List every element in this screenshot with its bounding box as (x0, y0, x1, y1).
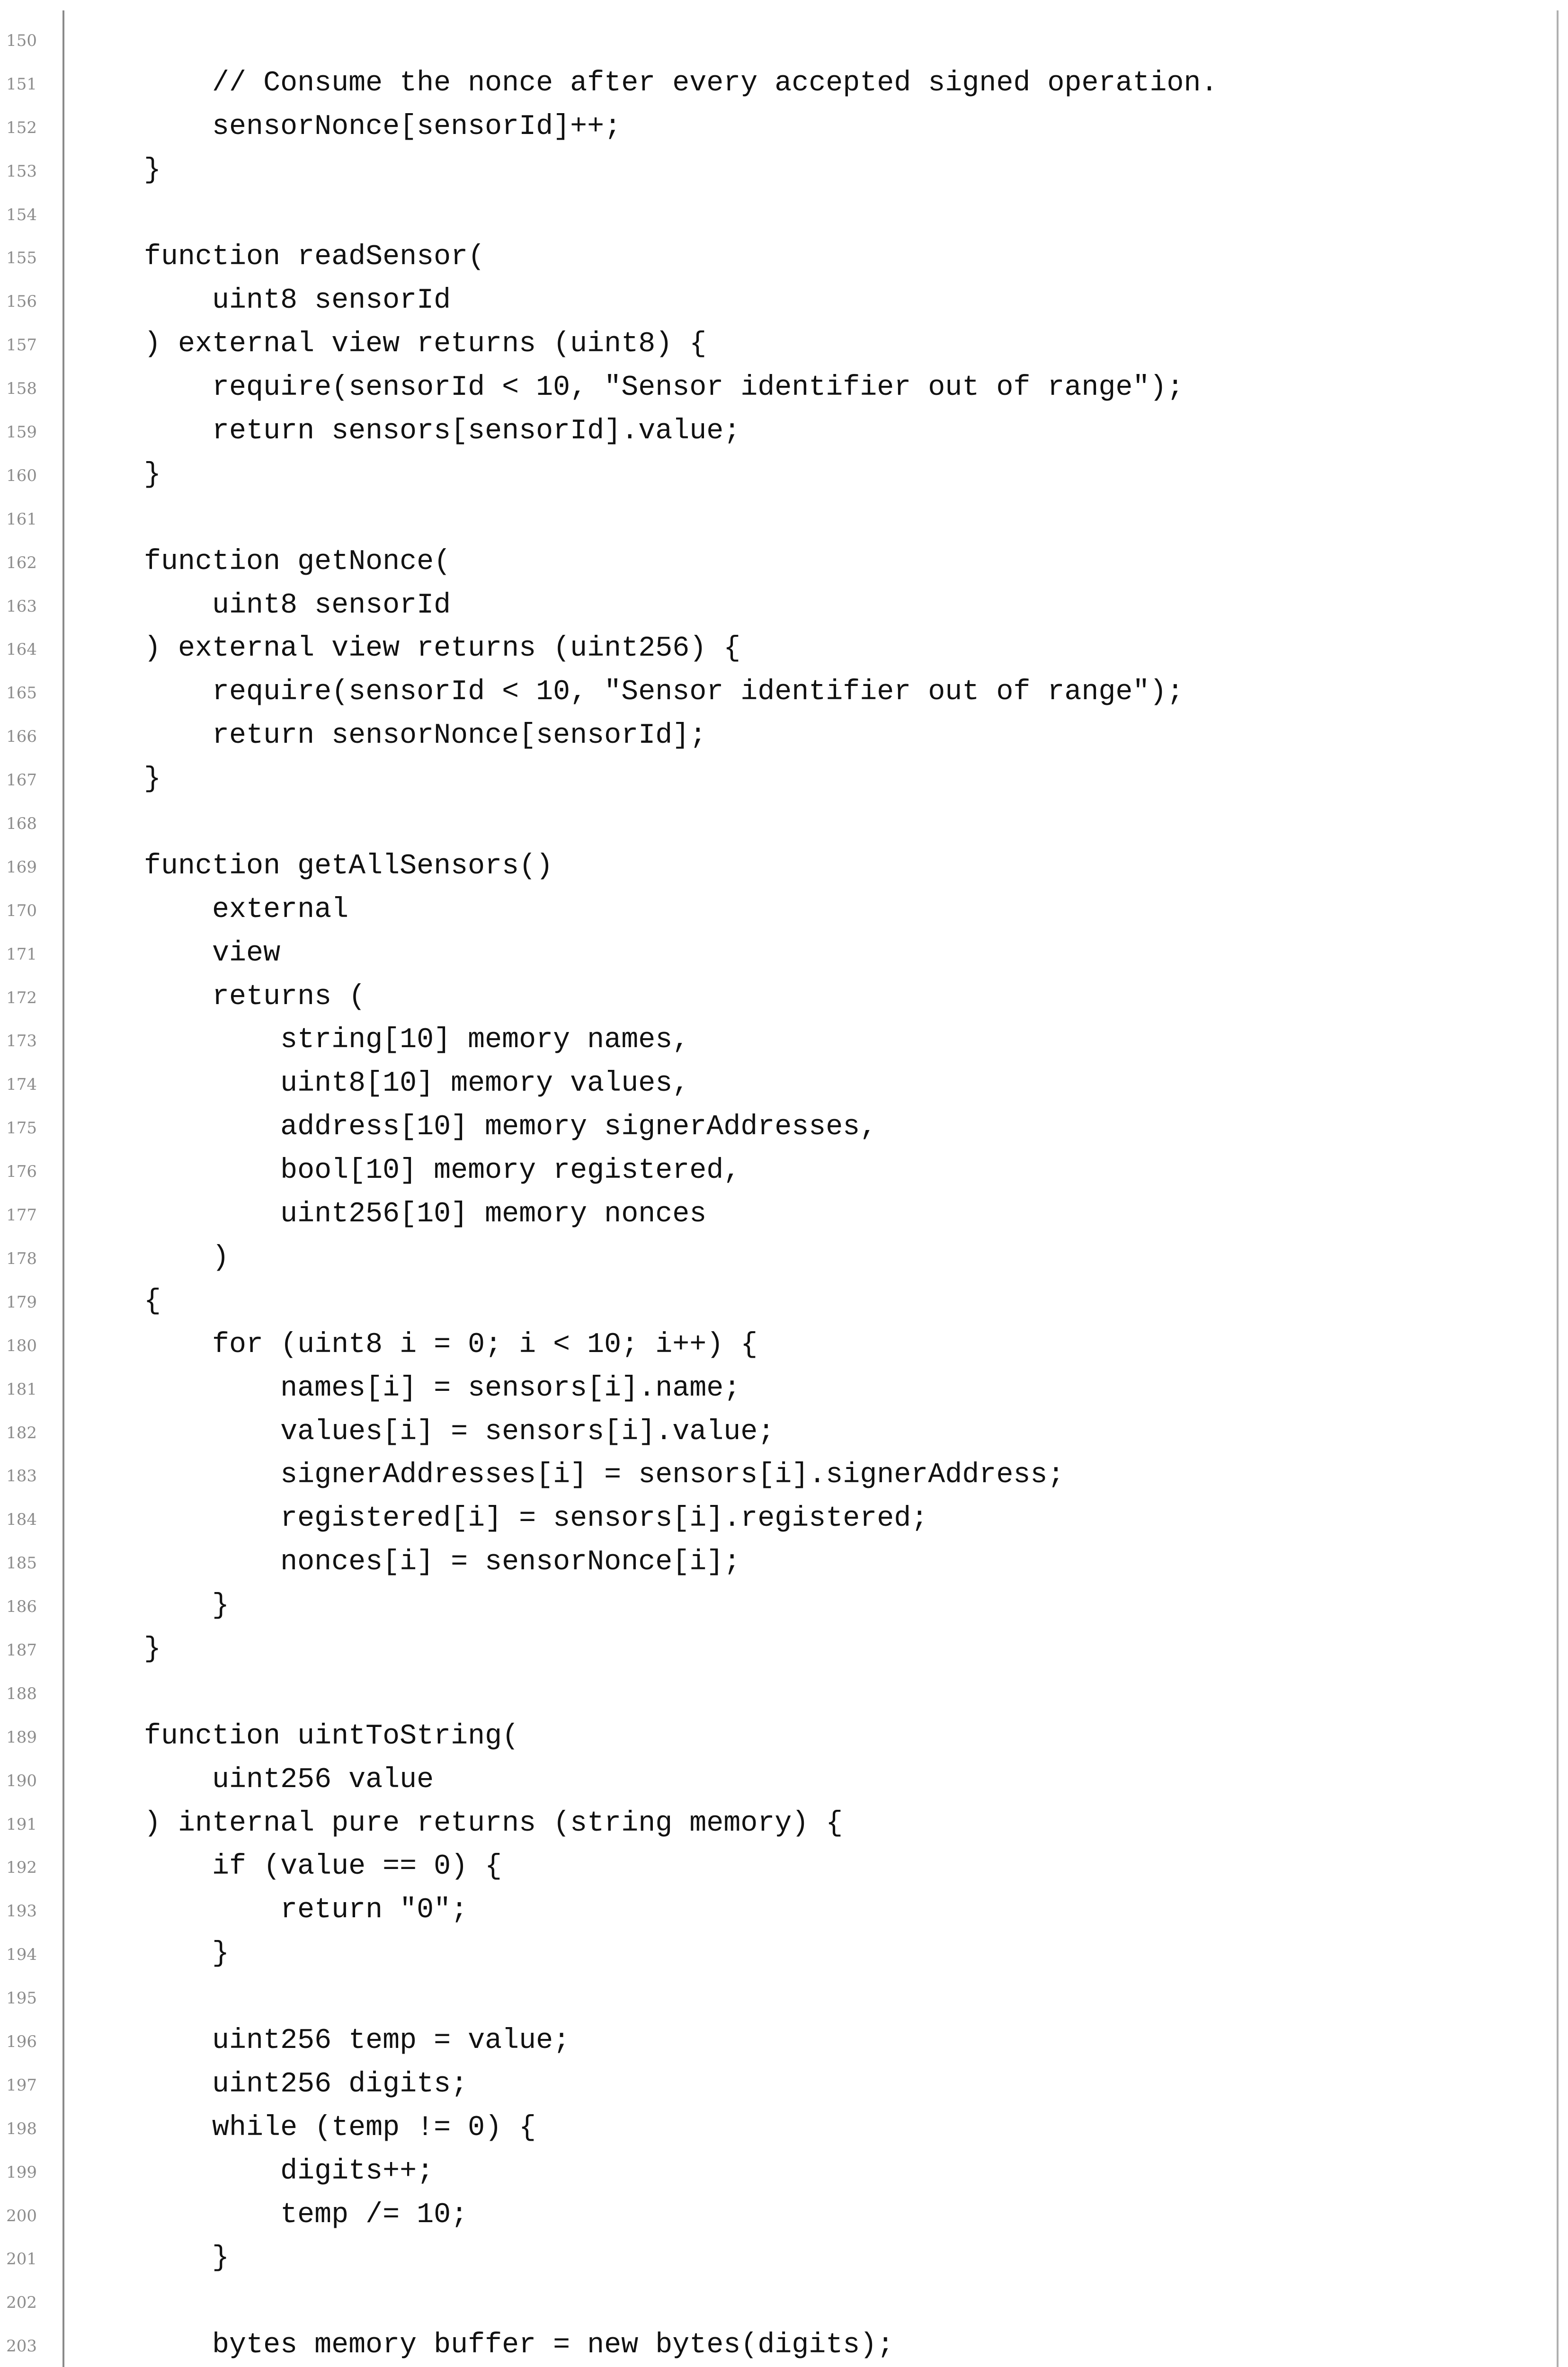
code-line (0, 1932, 1568, 1975)
line-number: 174 (6, 1075, 37, 1095)
code-text: ) (76, 1241, 230, 1274)
code-line (0, 1323, 1568, 1367)
code-line (0, 1149, 1568, 1192)
code-text: ) external view returns (uint8) { (76, 328, 707, 361)
code-text: uint256[10] memory nonces (76, 1198, 707, 1231)
code-text: registered[i] = sensors[i].registered; (76, 1503, 928, 1535)
line-number: 150 (6, 31, 37, 50)
code-line (0, 322, 1568, 366)
code-line (0, 18, 1568, 62)
code-text: } (76, 1590, 230, 1622)
line-number: 175 (6, 1119, 37, 1138)
line-number: 162 (6, 553, 37, 572)
code-text: string[10] memory names, (76, 1024, 690, 1057)
line-number: 170 (6, 901, 37, 920)
code-line (0, 453, 1568, 497)
line-number: 181 (6, 1379, 37, 1399)
code-line (0, 105, 1568, 149)
code-text: uint8 sensorId (76, 589, 451, 622)
code-text: names[i] = sensors[i].name; (76, 1372, 741, 1405)
line-number: 178 (6, 1249, 37, 1268)
line-number: 185 (6, 1554, 37, 1573)
code-line (0, 845, 1568, 888)
code-text: uint8 sensorId (76, 285, 451, 317)
line-number: 152 (6, 118, 37, 137)
code-line (0, 1105, 1568, 1149)
code-line (0, 1062, 1568, 1105)
code-text: for (uint8 i = 0; i < 10; i++) { (76, 1328, 758, 1361)
code-line (0, 888, 1568, 932)
code-line (0, 2323, 1568, 2367)
line-number: 179 (6, 1292, 37, 1312)
line-number: 195 (6, 1989, 37, 2008)
code-line (0, 2106, 1568, 2150)
code-line (0, 1367, 1568, 1410)
code-line (0, 1236, 1568, 1280)
code-text: view (76, 937, 281, 970)
code-text: // Consume the nonce after every accepted signed operation. (76, 67, 1218, 99)
code-text: signerAddresses[i] = sensors[i].signerAddress; (76, 1459, 1065, 1492)
line-number: 189 (6, 1727, 37, 1747)
code-line (0, 1758, 1568, 1802)
code-line (0, 540, 1568, 584)
code-line (0, 2193, 1568, 2237)
code-text: function readSensor( (76, 241, 485, 274)
line-number: 167 (6, 771, 37, 790)
code-text: values[i] = sensors[i].value; (76, 1415, 775, 1448)
line-number: 158 (6, 379, 37, 399)
code-text: } (76, 1633, 161, 1665)
code-line (0, 2150, 1568, 2193)
code-text: uint256 value (76, 1763, 434, 1796)
code-text: return sensorNonce[sensorId]; (76, 720, 707, 752)
code-text: sensorNonce[sensorId]++; (76, 110, 622, 143)
code-text: uint8[10] memory values, (76, 1068, 690, 1100)
line-number: 153 (6, 161, 37, 181)
code-line (0, 1192, 1568, 1236)
code-text: bool[10] memory registered, (76, 1155, 741, 1187)
code-text: function getAllSensors() (76, 850, 553, 882)
line-number: 186 (6, 1597, 37, 1617)
line-number: 166 (6, 727, 37, 747)
line-number: 168 (6, 814, 37, 834)
line-number: 176 (6, 1162, 37, 1182)
code-text: nonces[i] = sensorNonce[i]; (76, 1546, 741, 1579)
code-text: digits++; (76, 2155, 434, 2188)
line-number: 201 (6, 2250, 37, 2269)
line-number: 196 (6, 2032, 37, 2051)
code-line (0, 975, 1568, 1019)
line-number: 187 (6, 1640, 37, 1660)
code-line (0, 1410, 1568, 1454)
line-number: 160 (6, 466, 37, 485)
code-line (0, 714, 1568, 757)
line-number: 159 (6, 423, 37, 442)
code-text: } (76, 154, 161, 187)
line-number: 164 (6, 640, 37, 659)
code-line (0, 1671, 1568, 1715)
code-line (0, 2236, 1568, 2280)
code-text: uint256 temp = value; (76, 2024, 570, 2057)
line-number: 163 (6, 596, 37, 616)
line-number: 183 (6, 1467, 37, 1486)
line-number: 157 (6, 336, 37, 355)
code-text: function getNonce( (76, 545, 451, 578)
line-number: 173 (6, 1032, 37, 1051)
code-line (0, 2019, 1568, 2063)
code-line (0, 2280, 1568, 2323)
code-text: return "0"; (76, 1894, 468, 1927)
code-text: function uintToString( (76, 1720, 519, 1753)
code-line (0, 1628, 1568, 1671)
line-number: 161 (6, 509, 37, 529)
code-line (0, 1453, 1568, 1497)
code-line (0, 1540, 1568, 1584)
line-number: 172 (6, 988, 37, 1007)
code-text: } (76, 2242, 230, 2275)
code-text: address[10] memory signerAddresses, (76, 1111, 877, 1144)
code-line (0, 584, 1568, 627)
code-line (0, 1802, 1568, 1845)
line-number: 193 (6, 1902, 37, 1921)
code-text: if (value == 0) { (76, 1851, 502, 1883)
code-text: external (76, 893, 349, 926)
code-line (0, 1018, 1568, 1062)
code-line (0, 627, 1568, 670)
code-line (0, 932, 1568, 975)
code-line (0, 366, 1568, 409)
code-line (0, 1715, 1568, 1758)
code-text: } (76, 1938, 230, 1970)
code-line (0, 497, 1568, 540)
line-number: 190 (6, 1771, 37, 1790)
line-number: 184 (6, 1510, 37, 1530)
code-line (0, 670, 1568, 714)
line-number: 156 (6, 292, 37, 311)
code-line (0, 1280, 1568, 1323)
line-number: 197 (6, 2075, 37, 2095)
code-line (0, 1845, 1568, 1888)
code-text: ) internal pure returns (string memory) { (76, 1807, 843, 1840)
code-line (0, 409, 1568, 453)
line-number: 202 (6, 2293, 37, 2313)
code-line (0, 1975, 1568, 2019)
line-number: 151 (6, 74, 37, 94)
code-text: { (76, 1285, 161, 1317)
line-number: 199 (6, 2162, 37, 2182)
line-number: 177 (6, 1206, 37, 1225)
code-line (0, 62, 1568, 105)
line-number: 198 (6, 2119, 37, 2138)
code-text: return sensors[sensorId].value; (76, 415, 741, 448)
code-line (0, 279, 1568, 322)
line-number: 155 (6, 249, 37, 268)
code-line (0, 2063, 1568, 2106)
code-text: } (76, 458, 161, 491)
line-number: 171 (6, 944, 37, 964)
code-line (0, 757, 1568, 801)
code-line (0, 235, 1568, 279)
code-text: returns ( (76, 980, 366, 1013)
code-line (0, 1584, 1568, 1628)
code-lines (0, 18, 1568, 2367)
code-text: require(sensorId < 10, "Sensor identifier out of range"); (76, 372, 1184, 404)
line-number: 154 (6, 205, 37, 224)
code-text: uint256 digits; (76, 2068, 468, 2100)
code-text: temp /= 10; (76, 2198, 468, 2231)
line-number: 203 (6, 2337, 37, 2356)
line-number: 165 (6, 684, 37, 703)
code-line (0, 1497, 1568, 1540)
line-number: 188 (6, 1684, 37, 1703)
code-text: require(sensorId < 10, "Sensor identifier out of range"); (76, 676, 1184, 709)
line-number: 169 (6, 857, 37, 877)
line-number: 192 (6, 1858, 37, 1878)
code-text: bytes memory buffer = new bytes(digits); (76, 2329, 894, 2362)
line-number: 191 (6, 1815, 37, 1834)
code-line (0, 801, 1568, 845)
line-number: 180 (6, 1336, 37, 1355)
code-line (0, 1888, 1568, 1932)
code-text: while (temp != 0) { (76, 2111, 536, 2144)
line-number: 182 (6, 1423, 37, 1442)
line-number: 200 (6, 2206, 37, 2225)
line-number: 194 (6, 1945, 37, 1965)
code-line (0, 149, 1568, 192)
code-text: } (76, 763, 161, 796)
code-text: ) external view returns (uint256) { (76, 632, 741, 665)
code-line (0, 192, 1568, 236)
